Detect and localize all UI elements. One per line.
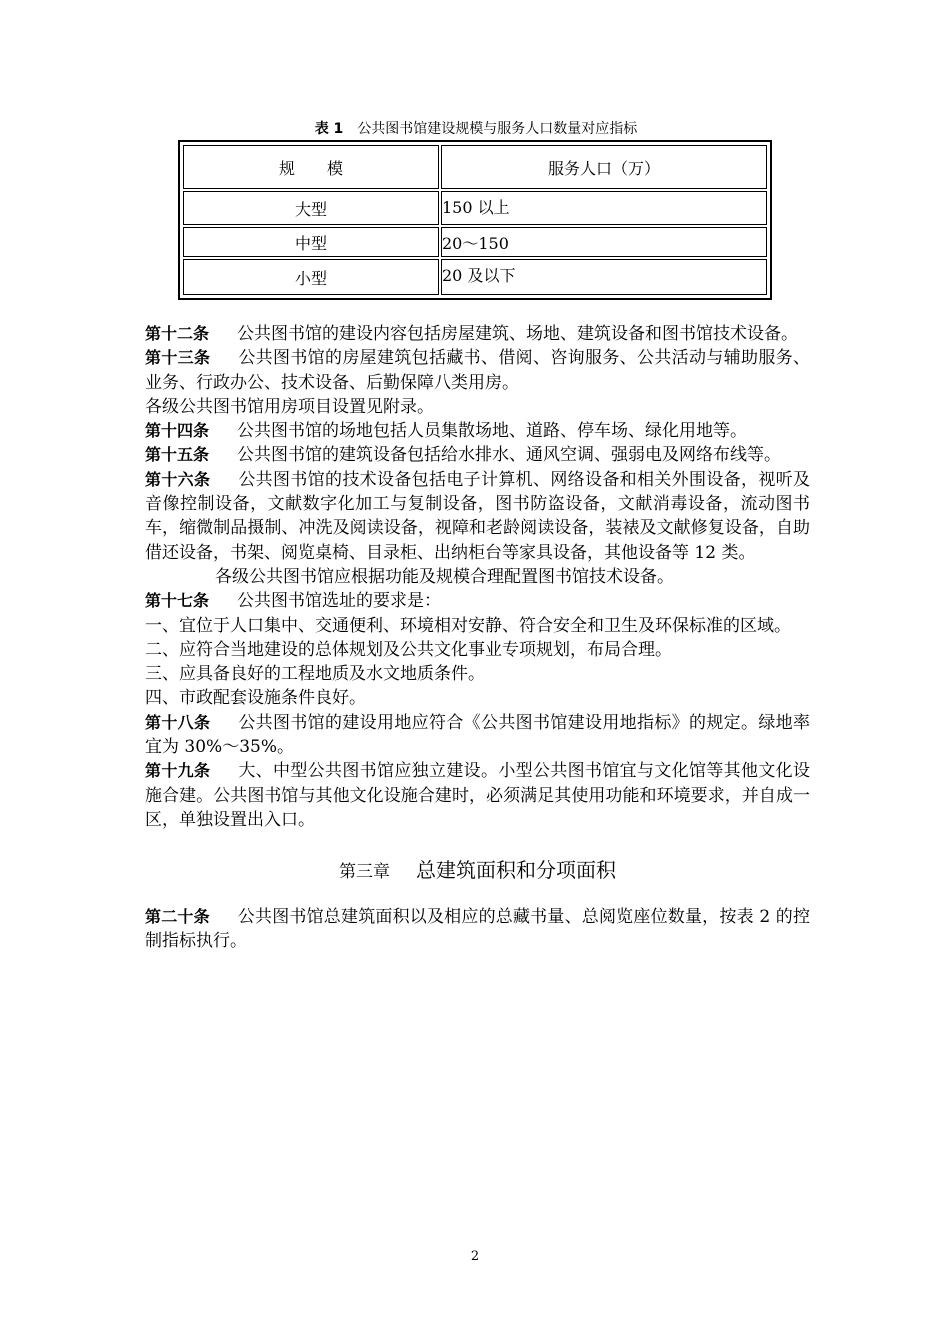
article-18 bbox=[145, 711, 810, 760]
table-label: 表 1 bbox=[314, 121, 344, 137]
table-title: 公共图书馆建设规模与服务人口数量对应指标 bbox=[357, 121, 638, 137]
article-text: 公共图书馆的建设用地应符合《公共图书馆建设用地指标》的规定。绿地率宜为 30%～35%。 bbox=[145, 712, 810, 758]
article-text: 公共图书馆的建设内容包括房屋建筑、场地、建筑设备和图书馆技术设备。 bbox=[237, 324, 799, 344]
scale-population-table bbox=[178, 140, 772, 300]
article-16 bbox=[145, 468, 810, 565]
article-number: 第十四条 bbox=[145, 421, 210, 441]
table-header-row bbox=[183, 145, 767, 189]
article-text: 公共图书馆的场地包括人员集散场地、道路、停车场、绿化用地等。 bbox=[237, 421, 748, 442]
row-population: 20～150 bbox=[441, 227, 767, 257]
article-17 bbox=[145, 589, 810, 613]
chapter-heading bbox=[145, 858, 810, 884]
article-20 bbox=[145, 905, 810, 954]
article-number: 第十五条 bbox=[145, 445, 210, 465]
article-13-note: 各级公共图书馆用房项目设置见附录。 bbox=[145, 396, 434, 417]
site-requirement-2: 二、应符合当地建设的总体规划及公共文化事业专项规划，布局合理。 bbox=[145, 639, 672, 660]
site-requirement-4: 四、市政配套设施条件良好。 bbox=[145, 688, 366, 709]
table-row bbox=[183, 259, 767, 295]
article-text: 公共图书馆的建筑设备包括给水排水、通风空调、强弱电及网络布线等。 bbox=[237, 445, 782, 466]
table-row bbox=[183, 227, 767, 257]
article-number: 第十九条 bbox=[145, 761, 211, 781]
article-16-note: 各级公共图书馆应根据功能及规模合理配置图书馆技术设备。 bbox=[215, 566, 674, 587]
chapter-title: 总建筑面积和分项面积 bbox=[416, 858, 616, 883]
page-number: 2 bbox=[470, 1249, 480, 1264]
article-text: 公共图书馆总建筑面积以及相应的总藏书量、总阅览座位数量，按表 2 的控制指标执行。 bbox=[145, 906, 810, 951]
row-population: 20 及以下 bbox=[441, 259, 767, 295]
header-scale: 规 模 bbox=[183, 145, 439, 189]
article-number: 第十七条 bbox=[145, 591, 210, 611]
article-text: 公共图书馆的房屋建筑包括藏书、借阅、咨询服务、公共活动与辅助服务、业务、行政办公、技术设备、后勤保障八类用房。 bbox=[145, 348, 810, 393]
row-scale: 大型 bbox=[183, 191, 439, 225]
article-number: 第十二条 bbox=[145, 324, 210, 343]
article-13 bbox=[145, 346, 810, 395]
table-caption bbox=[180, 118, 772, 138]
document-body bbox=[145, 322, 810, 953]
row-population: 150 以上 bbox=[441, 191, 767, 225]
article-text: 公共图书馆选址的要求是： bbox=[237, 591, 442, 612]
article-text: 大、中型公共图书馆应独立建设。小型公共图书馆宜与文化馆等其他文化设施合建。公共图书馆与其他文化设施合建时，必须满足其使用功能和环境要求，并自成一区，单独设置出入口。 bbox=[145, 761, 810, 830]
row-scale: 中型 bbox=[183, 227, 439, 257]
site-requirement-3: 三、应具备良好的工程地质及水文地质条件。 bbox=[145, 664, 485, 685]
article-number: 第二十条 bbox=[145, 906, 210, 926]
chapter-number: 第三章 bbox=[339, 862, 390, 883]
header-population: 服务人口（万） bbox=[441, 145, 767, 189]
article-number: 第十六条 bbox=[145, 469, 211, 489]
article-number: 第十三条 bbox=[145, 348, 211, 368]
article-19 bbox=[145, 759, 810, 832]
article-15 bbox=[145, 443, 810, 467]
article-number: 第十八条 bbox=[145, 712, 211, 732]
table-row bbox=[183, 191, 767, 225]
site-requirement-1: 一、宜位于人口集中、交通便利、环境相对安静、符合安全和卫生及环保标准的区域。 bbox=[145, 615, 791, 636]
article-text: 公共图书馆的技术设备包括电子计算机、网络设备和相关外围设备，视听及音像控制设备，文献数字化加工与复制设备，图书防盗设备，文献消毒设备，流动图书车，缩微制品摄制、冲洗及阅读设备，视障和老龄阅读设备，装裱及文献修复设备，自助借还设备，书架、阅览桌椅、目录柜、出纳柜台等家具设备，其他设备等 12 类。 bbox=[145, 469, 810, 563]
article-14 bbox=[145, 419, 810, 443]
article-12 bbox=[145, 322, 810, 346]
row-scale: 小型 bbox=[183, 259, 439, 295]
